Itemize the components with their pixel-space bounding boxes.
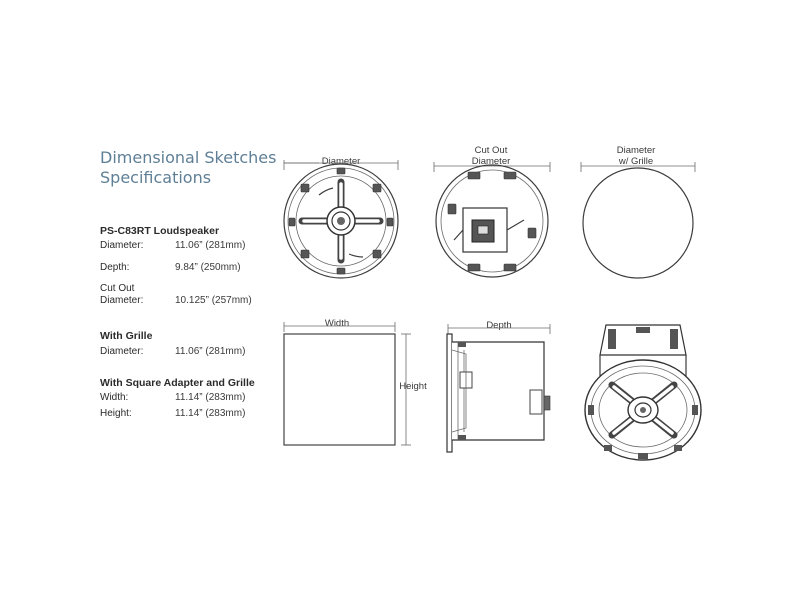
cutout-dim-label-line1: Cut Out <box>474 145 508 156</box>
cutout-dim-label-line2: Diameter <box>471 156 511 167</box>
depth-value: 9.84” (250mm) <box>175 262 241 273</box>
cutout-value: 10.125” (257mm) <box>175 295 252 306</box>
cutout-label-line1: Cut Out <box>100 283 135 294</box>
square-adapter-sketch <box>280 320 415 455</box>
diameter-label: Diameter: <box>100 240 144 251</box>
height-label: Height: <box>100 408 132 419</box>
width-label: Width: <box>100 392 129 403</box>
depth-dim-label: Depth <box>486 320 512 331</box>
height-value: 11.14” (283mm) <box>175 408 246 419</box>
grille-diameter-label: Diameter: <box>100 346 144 357</box>
grille-dim-label-line1: Diameter <box>616 145 656 156</box>
grille-diameter-value: 11.06” (281mm) <box>175 346 246 357</box>
diameter-value: 11.06” (281mm) <box>175 240 246 251</box>
width-dim-label: Width <box>324 318 350 329</box>
grille-heading: With Grille <box>100 330 153 342</box>
page-subtitle: Specifications <box>100 168 212 187</box>
square-adapter-heading: With Square Adapter and Grille <box>100 377 255 389</box>
grille-view-sketch <box>578 160 703 285</box>
perspective-view-sketch <box>578 315 708 465</box>
diameter-dim-label: Diameter <box>321 156 361 167</box>
height-dim-label: Height <box>399 381 427 392</box>
width-value: 11.14” (283mm) <box>175 392 246 403</box>
side-view-sketch <box>440 320 560 460</box>
model-heading: PS-C83RT Loudspeaker <box>100 225 220 237</box>
front-view-sketch <box>275 160 410 285</box>
page-title: Dimensional Sketches <box>100 148 277 167</box>
grille-dim-label-line2: w/ Grille <box>618 156 654 167</box>
cutout-label-line2: Diameter: <box>100 295 144 306</box>
depth-label: Depth: <box>100 262 130 273</box>
cutout-view-sketch <box>428 160 558 285</box>
